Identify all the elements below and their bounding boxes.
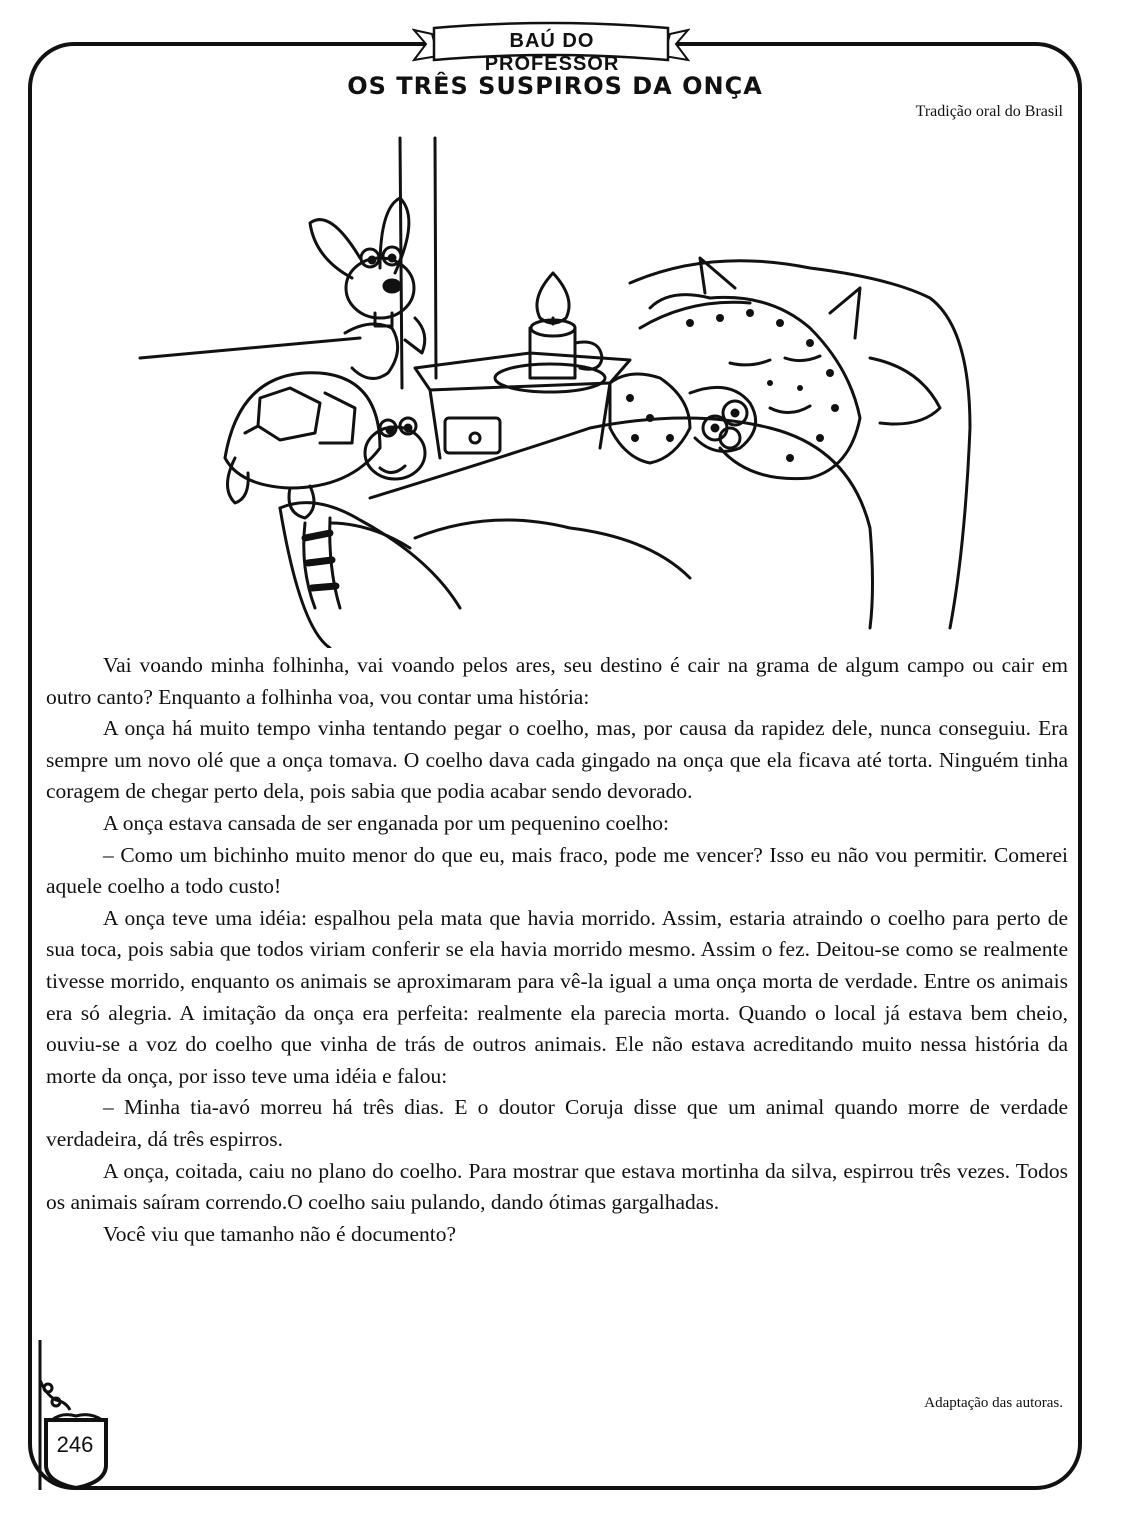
story-text: [46, 650, 1068, 1250]
story-paragraph: – Minha tia-avó morreu há três dias. E o doutor Coruja disse que um animal quando morre de verdade verdadeira, dá três espirros.: [46, 1095, 1068, 1151]
story-paragraph: A onça teve uma idéia: espalhou pela mata que havia morrido. Assim, estaria atraindo o coelho para perto de sua toca, pois sabia que todos viriam conferir se ela havia morrido mesmo. Assim o fez. Deitou-se como se realmente tivesse morrido, enquanto os animais se aproximaram para vê-la igual a uma onça morta de verdade. Entre os animais era só alegria. A imitação da onça era perfeita: realmente ela parecia morta. Quando o local já estava bem cheio, ouviu-se a voz do coelho que vinha de trás de outros animais. Ele não estava acreditando muito nessa história da morte da onça, por isso teve uma idéia e falou:: [46, 905, 1068, 1088]
page-title: OS TRÊS SUSPIROS DA ONÇA: [347, 72, 763, 100]
wall-lines: [140, 138, 436, 388]
nightstand-icon: [415, 353, 630, 458]
story-paragraph: A onça, coitada, caiu no plano do coelho. Para mostrar que estava mortinha da silva, espirrou três vezes. Todos os animais saíram correndo.O coelho saiu pulando, dando ótimas gargalhadas.: [46, 1158, 1068, 1215]
story-paragraph: Vai voando minha folhinha, vai voando pelos ares, seu destino é cair na grama de algum campo ou cair em outro canto? Enquanto a folhinha voa, vou contar uma história:: [46, 653, 1068, 709]
story-paragraph: Você viu que tamanho não é documento?: [103, 1221, 457, 1246]
rabbit-icon: [310, 198, 425, 378]
candle-icon: [495, 273, 605, 392]
source-note: Tradição oral do Brasil: [915, 103, 1063, 120]
striped-tail: [304, 518, 410, 608]
jaguar-icon: [610, 258, 860, 479]
page-number-badge: [32, 1340, 122, 1490]
story-paragraph: A onça há muito tempo vinha tentando pegar o coelho, mas, por causa da rapidez dele, nunca conseguiu. Era sempre um novo olé que a onça tomava. O coelho dava cada gingado na onça que ela ficava até torta. Ninguém tinha coragem de chegar perto dela, pois sabia que podia acabar sendo devorado.: [46, 716, 1068, 804]
turtle-icon: [225, 373, 425, 518]
story-illustration: [130, 128, 1070, 648]
banner-title: BAÚ DO PROFESSOR: [484, 30, 620, 75]
page-number: 246: [56, 1432, 94, 1457]
adaptation-credit: Adaptação das autoras.: [924, 1395, 1063, 1411]
story-paragraph: – Como um bichinho muito menor do que eu, mais fraco, pode me vencer? Isso eu não vou permitir. Comerei aquele coelho a todo custo!: [46, 842, 1068, 899]
story-paragraph: A onça estava cansada de ser enganada por um pequenino coelho:: [103, 810, 669, 835]
